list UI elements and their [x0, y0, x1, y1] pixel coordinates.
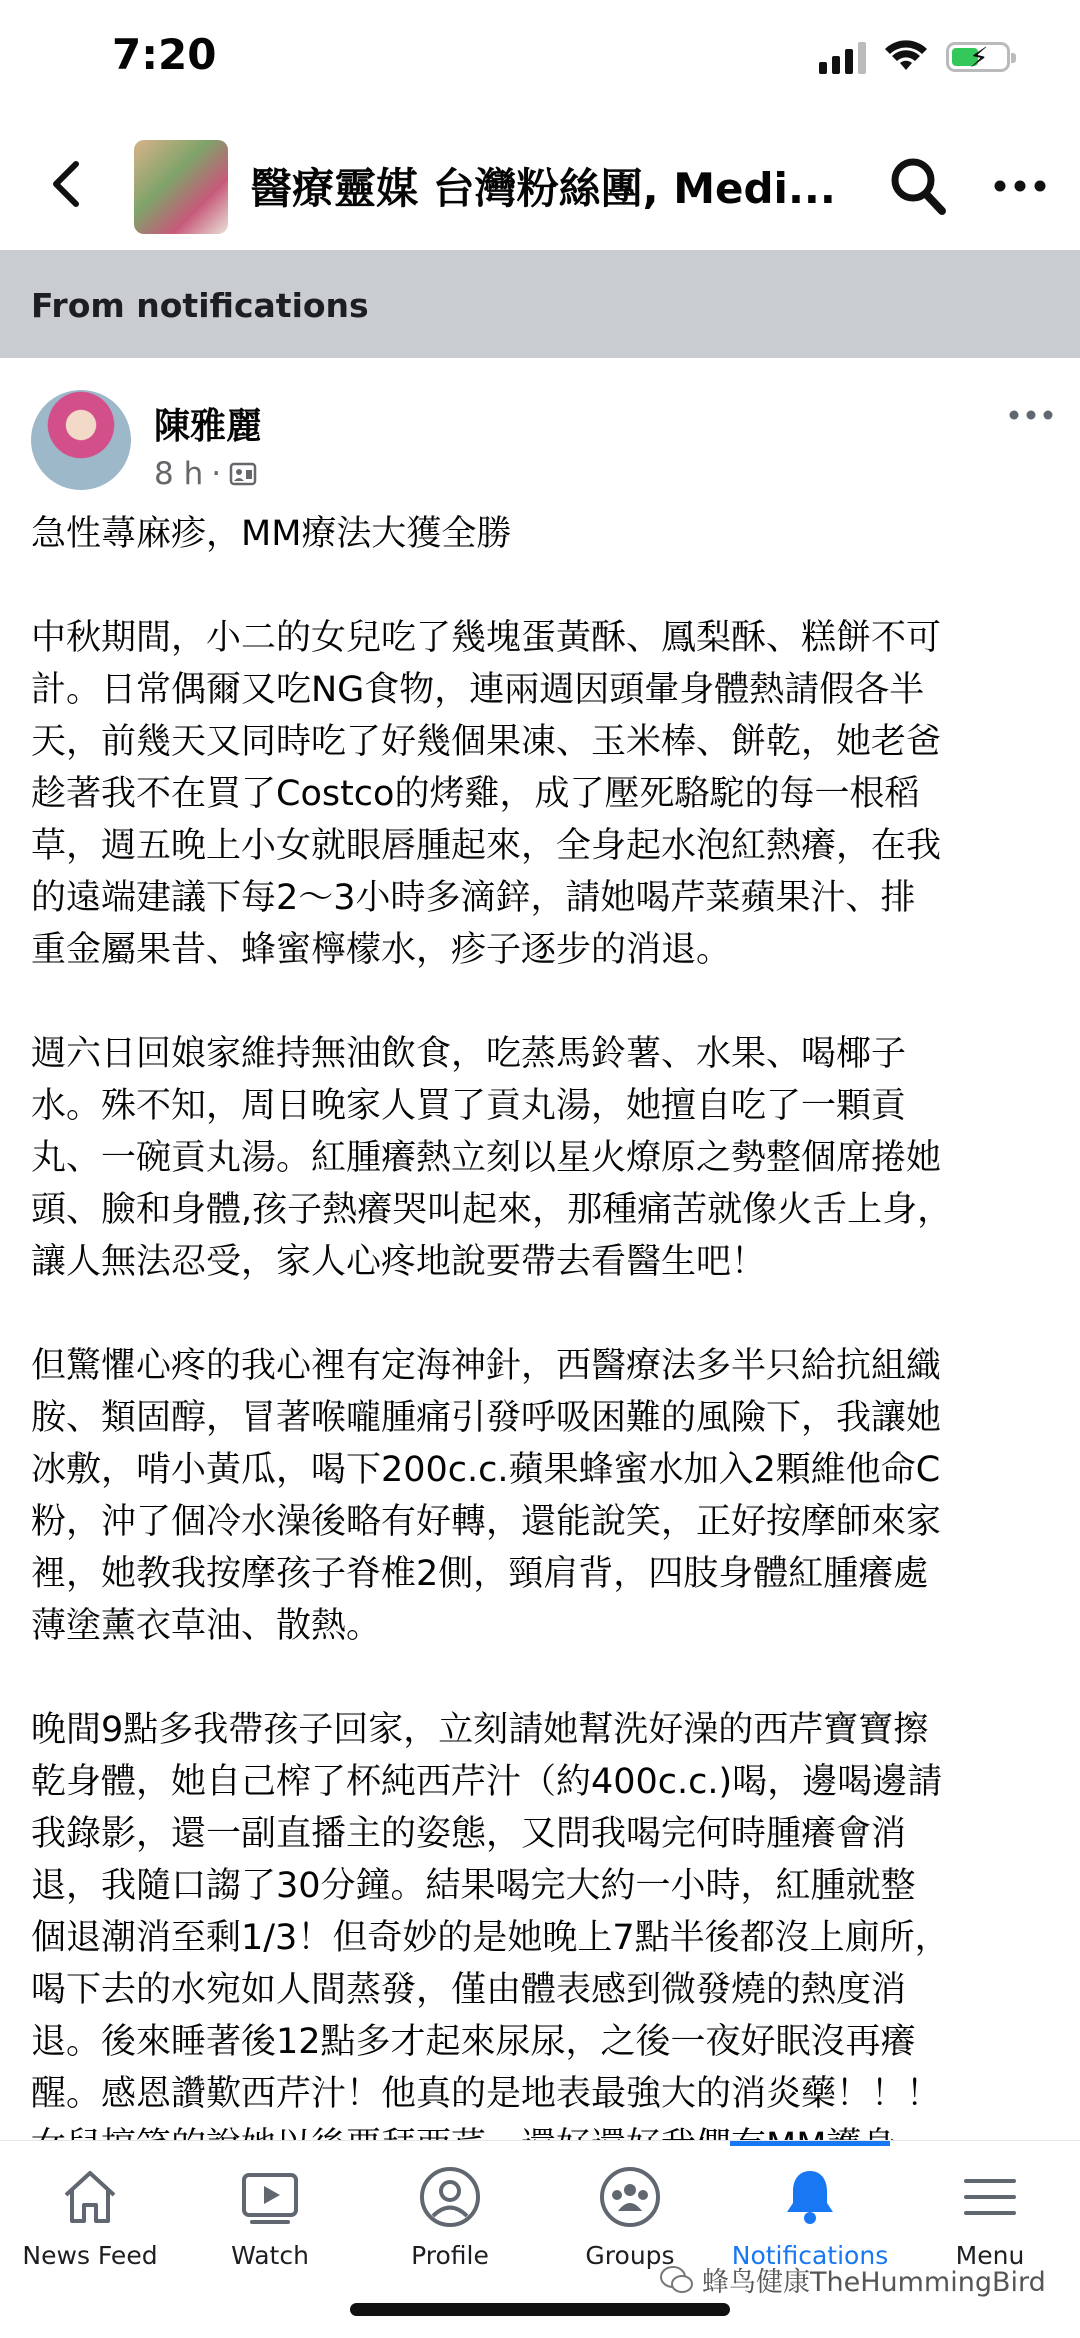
tab-label: Notifications: [731, 2241, 889, 2270]
home-icon: [58, 2165, 122, 2229]
post-options-icon[interactable]: [1006, 400, 1056, 430]
status-time: 7:20: [112, 30, 217, 79]
tab-label: Groups: [585, 2241, 675, 2270]
back-arrow-icon[interactable]: [38, 154, 98, 214]
profile-icon: [418, 2165, 482, 2229]
author-name[interactable]: 陳雅麗: [154, 406, 263, 447]
tab-profile[interactable]: [360, 2141, 540, 2301]
watermark-text: 蜂鸟健康TheHummingBird: [702, 2267, 1046, 2298]
group-thumbnail[interactable]: [134, 140, 228, 234]
wifi-icon: [884, 40, 928, 74]
battery-icon: ⚡: [946, 42, 1010, 72]
video-icon: [238, 2165, 302, 2229]
audience-group-icon: [229, 461, 257, 487]
tab-watch[interactable]: [180, 2141, 360, 2301]
cellular-signal-icon: [819, 40, 866, 74]
meta-separator: ·: [211, 456, 222, 492]
post-paragraph: 但驚懼心疼的我心裡有定海神針，西醫療法多半只給抗組織 胺、類固醇，冒著喉嚨腫痛引發呼吸困難的風險下，我讓她 冰敷，啃小黃瓜，喝下200c.c.蘋果蜂蜜水加入2顆維他命C 粉，沖了個冷水澡後略有好轉，還能說笑，正好按摩師來家 裡，她教我按摩孩子脊椎2側，頸肩背，四肢身體紅腫癢處 薄塗薰衣草油、散熱。: [31, 1346, 942, 1646]
status-icons: [819, 40, 1010, 74]
post-paragraph: 中秋期間，小二的女兒吃了幾塊蛋黃酥、鳳梨酥、糕餅不可 計。日常偶爾又吃NG食物，連兩週因頭暈身體熱請假各半 天，前幾天又同時吃了好幾個果凍、玉米棒、餅乾，她老爸 趁著我不在買了Costco的烤雞，成了壓死駱駝的每一根稻 草，週五晚上小女就眼唇腫起來，全身起水泡紅熱癢，在我 的遠端建議下每2～3小時多滴鋅，請她喝芹菜蘋果汁、排 重金屬果昔、蜂蜜檸檬水，疹子逐步的消退。: [31, 618, 942, 970]
tab-label: Watch: [231, 2241, 309, 2270]
tab-label: Profile: [411, 2241, 489, 2270]
notification-source-banner: [0, 250, 1080, 358]
more-options-icon[interactable]: [990, 156, 1050, 216]
wechat-logo-icon: [660, 2265, 694, 2295]
banner-label: From notifications: [31, 286, 369, 325]
group-header: [0, 120, 1080, 250]
tab-label: News Feed: [22, 2241, 158, 2270]
post-paragraph: 急性蕁麻疹，MM療法大獲全勝: [31, 514, 512, 554]
post-time[interactable]: 8 h: [154, 456, 204, 492]
active-tab-indicator: [730, 2141, 890, 2146]
watermark: [660, 2260, 1046, 2299]
author-avatar[interactable]: [31, 390, 131, 490]
post-paragraph: 週六日回娘家維持無油飲食，吃蒸馬鈴薯、水果、喝椰子 水。殊不知，周日晚家人買了貢丸湯，她擅自吃了一顆貢 丸、一碗貢丸湯。紅腫癢熱立刻以星火燎原之勢整個席捲她 頭、臉和身體,孩子熱癢哭叫起來，那種痛苦就像火舌上身， 讓人無法忍受，家人心疼地說要帶去看醫生吧！: [31, 1034, 953, 1282]
menu-icon: [958, 2165, 1022, 2229]
post-paragraph: 晚間9點多我帶孩子回家，立刻請她幫洗好澡的西芹寶寶擦 乾身體，她自己榨了杯純西芹汁（約400c.c.)喝，邊喝邊請 我錄影，還一副直播主的姿態，又問我喝完何時腫癢會消 退，我隨口謅了30分鐘。結果喝完大約一小時，紅腫就整 個退潮消至剩1/3！但奇妙的是她晚上7點半後都沒上廁所， 喝下去的水宛如人間蒸發，僅由體表感到微發燒的熱度消 退。後來睡著後12點多才起來尿尿，之後一夜好眠沒再癢 醒。感恩讚歎西芹汁！他真的是地表最強大的消炎藥！！！: [31, 1710, 950, 2114]
group-title[interactable]: 醫療靈媒 台灣粉絲團, Medi...: [250, 164, 836, 213]
post-body: [31, 508, 1051, 2224]
tab-label: Menu: [955, 2241, 1025, 2270]
post-meta: [154, 456, 257, 492]
tab-news-feed[interactable]: [0, 2141, 180, 2301]
bell-icon: [778, 2165, 842, 2229]
groups-icon: [598, 2165, 662, 2229]
home-indicator[interactable]: [350, 2303, 730, 2316]
status-bar: [0, 0, 1080, 120]
search-icon[interactable]: [888, 154, 948, 218]
